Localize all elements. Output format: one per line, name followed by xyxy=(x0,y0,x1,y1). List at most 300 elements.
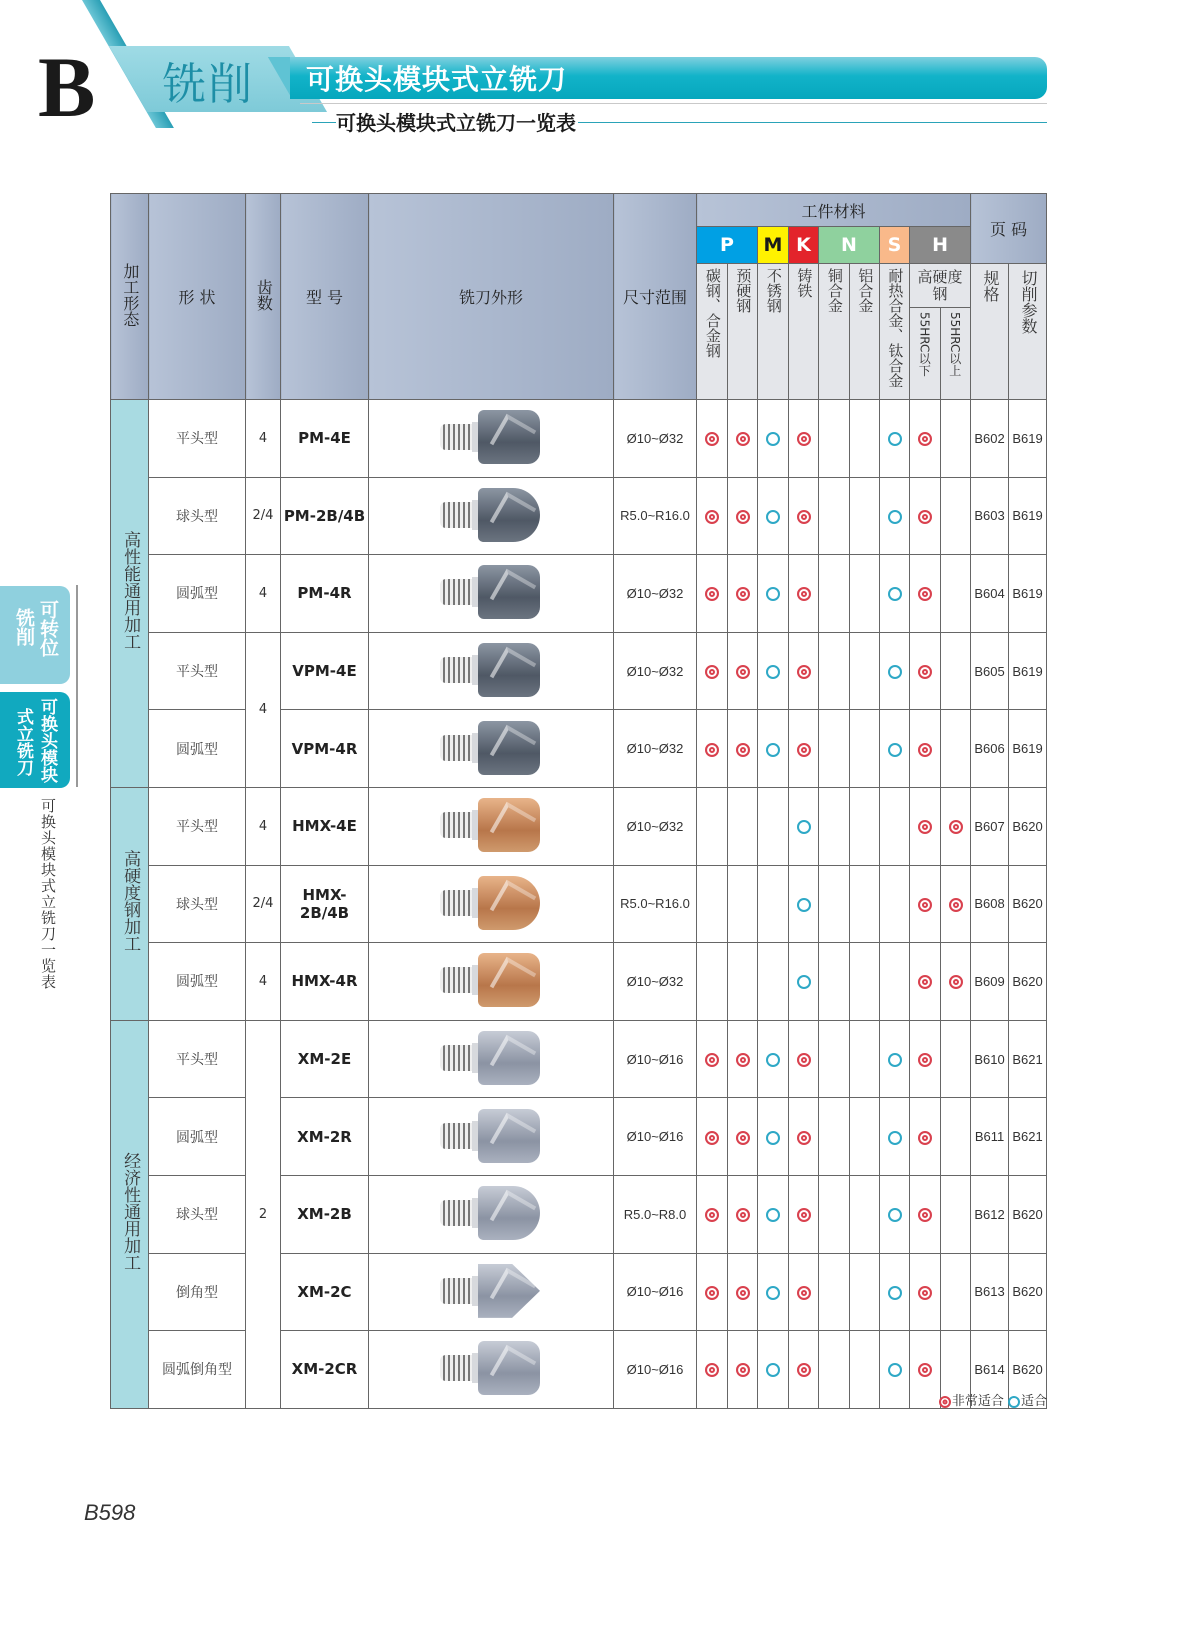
params-page-link[interactable]: B619 xyxy=(1009,400,1047,478)
legend-very-suitable: 非常适合 xyxy=(951,1394,1004,1409)
params-page-link[interactable]: B620 xyxy=(1009,1331,1047,1409)
very-suitable-icon xyxy=(918,510,932,524)
very-suitable-icon xyxy=(736,1131,750,1145)
material-suitability-cell xyxy=(758,865,789,943)
material-suitability-cell xyxy=(789,943,819,1021)
tool-image-cell xyxy=(369,787,614,865)
very-suitable-icon xyxy=(705,1053,719,1067)
very-suitable-icon xyxy=(918,743,932,757)
suitable-icon xyxy=(1008,1396,1020,1408)
very-suitable-icon xyxy=(918,1131,932,1145)
model-cell[interactable]: VPM-4R xyxy=(281,710,369,788)
very-suitable-icon xyxy=(949,898,963,912)
material-suitability-cell xyxy=(941,477,971,555)
material-col-3: 铸铁 xyxy=(789,264,819,400)
material-suitability-cell xyxy=(697,710,728,788)
tool-image-cell xyxy=(369,1098,614,1176)
model-cell[interactable]: PM-2B/4B xyxy=(281,477,369,555)
very-suitable-icon xyxy=(736,1208,750,1222)
material-class-k: K xyxy=(789,227,819,264)
material-col-5: 铝合金 xyxy=(850,264,880,400)
material-suitability-cell xyxy=(819,632,850,710)
material-suitability-cell xyxy=(758,710,789,788)
params-page-link[interactable]: B619 xyxy=(1009,710,1047,788)
spec-page-link[interactable]: B607 xyxy=(971,787,1009,865)
tool-image-cell xyxy=(369,1020,614,1098)
material-col-2: 不锈钢 xyxy=(758,264,789,400)
material-suitability-cell xyxy=(728,400,758,478)
very-suitable-icon xyxy=(918,432,932,446)
suitable-icon xyxy=(797,820,811,834)
endmill-head-image xyxy=(436,794,546,854)
table-row xyxy=(111,943,1047,1021)
material-suitability-cell xyxy=(789,555,819,633)
material-suitability-cell xyxy=(850,710,880,788)
material-suitability-cell xyxy=(819,787,850,865)
tool-image-cell xyxy=(369,1253,614,1331)
page-number: B598 xyxy=(84,1500,136,1525)
spec-page-link[interactable]: B602 xyxy=(971,400,1009,478)
material-suitability-cell xyxy=(819,1020,850,1098)
material-suitability-cell xyxy=(697,400,728,478)
material-suitability-cell xyxy=(941,1020,971,1098)
material-suitability-cell xyxy=(850,477,880,555)
material-class-n: N xyxy=(819,227,880,264)
material-suitability-cell xyxy=(880,943,910,1021)
teeth-cell: 4 xyxy=(246,787,281,865)
material-suitability-cell xyxy=(758,1253,789,1331)
material-suitability-cell xyxy=(789,400,819,478)
very-suitable-icon xyxy=(918,1208,932,1222)
material-suitability-cell xyxy=(819,1331,850,1409)
suitable-icon xyxy=(888,1363,902,1377)
material-suitability-cell xyxy=(789,632,819,710)
teeth-cell: 2/4 xyxy=(246,865,281,943)
material-suitability-cell xyxy=(758,943,789,1021)
side-tab-label: 铣削 xyxy=(13,608,35,646)
size-range-cell: R5.0~R16.0 xyxy=(614,477,697,555)
material-suitability-cell xyxy=(941,787,971,865)
material-suitability-cell xyxy=(819,865,850,943)
material-col-1: 预硬钢 xyxy=(728,264,758,400)
very-suitable-icon xyxy=(705,432,719,446)
spec-page-link[interactable]: B603 xyxy=(971,477,1009,555)
material-suitability-cell xyxy=(850,555,880,633)
tool-image-cell xyxy=(369,943,614,1021)
header-teeth: 齿数 xyxy=(246,194,281,400)
material-suitability-cell xyxy=(728,1175,758,1253)
header-size: 尺寸范围 xyxy=(614,194,697,400)
very-suitable-icon xyxy=(797,510,811,524)
spec-page-link[interactable]: B613 xyxy=(971,1253,1009,1331)
material-suitability-cell xyxy=(697,1175,728,1253)
material-suitability-cell xyxy=(728,1098,758,1176)
table-row xyxy=(111,477,1047,555)
very-suitable-icon xyxy=(918,898,932,912)
very-suitable-icon xyxy=(705,1286,719,1300)
params-page-link[interactable]: B621 xyxy=(1009,1098,1047,1176)
material-col-6: 耐热合金、钛合金 xyxy=(880,264,910,400)
spec-page-link[interactable]: B614 xyxy=(971,1331,1009,1409)
material-suitability-cell xyxy=(910,477,941,555)
material-suitability-cell xyxy=(910,1098,941,1176)
spec-page-link[interactable]: B611 xyxy=(971,1098,1009,1176)
very-suitable-icon xyxy=(797,587,811,601)
table-row xyxy=(111,865,1047,943)
material-suitability-cell xyxy=(789,1020,819,1098)
very-suitable-icon xyxy=(949,820,963,834)
page-title: 可换头模块式立铣刀 xyxy=(306,63,568,96)
shape-cell: 球头型 xyxy=(149,1175,246,1253)
endmill-head-image xyxy=(436,1260,546,1320)
spec-page-link[interactable]: B608 xyxy=(971,865,1009,943)
very-suitable-icon xyxy=(797,665,811,679)
very-suitable-icon xyxy=(939,1396,951,1408)
model-cell[interactable]: HMX-2B/4B xyxy=(281,865,369,943)
model-cell[interactable]: PM-4E xyxy=(281,400,369,478)
material-suitability-cell xyxy=(850,1331,880,1409)
model-cell[interactable]: XM-2CR xyxy=(281,1331,369,1409)
material-suitability-cell xyxy=(941,1098,971,1176)
endmill-head-image xyxy=(436,872,546,932)
material-suitability-cell xyxy=(910,943,941,1021)
very-suitable-icon xyxy=(797,743,811,757)
legend xyxy=(939,1390,1047,1409)
material-suitability-cell xyxy=(880,1175,910,1253)
material-suitability-cell xyxy=(910,1020,941,1098)
material-col-4: 铜合金 xyxy=(819,264,850,400)
material-suitability-cell xyxy=(789,1253,819,1331)
material-col-7: 55HRC以下 xyxy=(917,312,932,377)
material-suitability-cell xyxy=(910,632,941,710)
material-col-8: 55HRC以上 xyxy=(947,312,962,377)
side-tab-modular-endmill[interactable] xyxy=(0,692,70,788)
very-suitable-icon xyxy=(918,1053,932,1067)
suitable-icon xyxy=(766,743,780,757)
table-row xyxy=(111,787,1047,865)
very-suitable-icon xyxy=(736,1363,750,1377)
material-suitability-cell xyxy=(789,865,819,943)
material-suitability-cell xyxy=(910,1331,941,1409)
size-range-cell: Ø10~Ø32 xyxy=(614,632,697,710)
suitable-icon xyxy=(888,1131,902,1145)
size-range-cell: Ø10~Ø32 xyxy=(614,787,697,865)
very-suitable-icon xyxy=(918,820,932,834)
tool-image-cell xyxy=(369,710,614,788)
material-suitability-cell xyxy=(758,555,789,633)
very-suitable-icon xyxy=(705,743,719,757)
material-suitability-cell xyxy=(941,943,971,1021)
teeth-cell: 2 xyxy=(246,1020,281,1408)
shape-cell: 球头型 xyxy=(149,865,246,943)
divider xyxy=(300,103,1047,104)
tool-image-cell xyxy=(369,400,614,478)
material-suitability-cell xyxy=(758,1175,789,1253)
tool-image-cell xyxy=(369,1175,614,1253)
header-page-spec: 规格 xyxy=(971,264,1009,400)
material-class-s: S xyxy=(880,227,910,264)
very-suitable-icon xyxy=(949,975,963,989)
material-suitability-cell xyxy=(697,865,728,943)
material-suitability-cell xyxy=(697,787,728,865)
material-suitability-cell xyxy=(910,710,941,788)
tool-image-cell xyxy=(369,632,614,710)
params-page-link[interactable]: B620 xyxy=(1009,1175,1047,1253)
material-suitability-cell xyxy=(941,555,971,633)
endmill-overview-table xyxy=(110,193,1047,1409)
header-process: 加工形态 xyxy=(111,194,149,400)
params-page-link[interactable]: B619 xyxy=(1009,555,1047,633)
material-suitability-cell xyxy=(789,477,819,555)
process-group: 经济性通用加工 xyxy=(111,1020,149,1408)
material-suitability-cell xyxy=(850,1020,880,1098)
material-suitability-cell xyxy=(880,787,910,865)
teeth-cell: 4 xyxy=(246,632,281,787)
table-row xyxy=(111,1020,1047,1098)
material-suitability-cell xyxy=(910,555,941,633)
material-suitability-cell xyxy=(819,1253,850,1331)
header-model: 型 号 xyxy=(281,194,369,400)
model-cell[interactable]: XM-2C xyxy=(281,1253,369,1331)
side-tab-label: 可转位 xyxy=(37,600,59,657)
material-suitability-cell xyxy=(850,865,880,943)
model-cell[interactable]: XM-2R xyxy=(281,1098,369,1176)
material-suitability-cell xyxy=(697,1098,728,1176)
material-suitability-cell xyxy=(910,1175,941,1253)
material-suitability-cell xyxy=(850,1175,880,1253)
material-suitability-cell xyxy=(728,710,758,788)
params-page-link[interactable]: B621 xyxy=(1009,1020,1047,1098)
very-suitable-icon xyxy=(797,1208,811,1222)
model-cell[interactable]: XM-2E xyxy=(281,1020,369,1098)
teeth-cell: 4 xyxy=(246,943,281,1021)
very-suitable-icon xyxy=(736,510,750,524)
size-range-cell: Ø10~Ø16 xyxy=(614,1098,697,1176)
material-suitability-cell xyxy=(941,1175,971,1253)
shape-cell: 平头型 xyxy=(149,1020,246,1098)
material-suitability-cell xyxy=(880,1331,910,1409)
teeth-cell: 4 xyxy=(246,555,281,633)
params-page-link[interactable]: B619 xyxy=(1009,632,1047,710)
endmill-head-image xyxy=(436,639,546,699)
material-col-hardened xyxy=(910,264,971,400)
side-tab-indexable-milling[interactable] xyxy=(0,586,70,684)
tool-image-cell xyxy=(369,865,614,943)
spec-page-link[interactable]: B605 xyxy=(971,632,1009,710)
size-range-cell: Ø10~Ø16 xyxy=(614,1331,697,1409)
endmill-head-image xyxy=(436,484,546,544)
material-col-0: 碳钢、合金钢 xyxy=(697,264,728,400)
spec-page-link[interactable]: B604 xyxy=(971,555,1009,633)
material-suitability-cell xyxy=(819,1098,850,1176)
params-page-link[interactable]: B620 xyxy=(1009,787,1047,865)
size-range-cell: R5.0~R16.0 xyxy=(614,865,697,943)
model-cell[interactable]: XM-2B xyxy=(281,1175,369,1253)
very-suitable-icon xyxy=(736,587,750,601)
table-row xyxy=(111,400,1047,478)
material-suitability-cell xyxy=(941,1253,971,1331)
size-range-cell: Ø10~Ø32 xyxy=(614,710,697,788)
suitable-icon xyxy=(888,432,902,446)
material-suitability-cell xyxy=(880,1253,910,1331)
table-row xyxy=(111,632,1047,710)
material-suitability-cell xyxy=(728,477,758,555)
side-tab-label: 式立铣刀 xyxy=(13,708,33,776)
material-suitability-cell xyxy=(697,1253,728,1331)
suitable-icon xyxy=(766,432,780,446)
material-suitability-cell xyxy=(819,943,850,1021)
endmill-head-image xyxy=(436,561,546,621)
very-suitable-icon xyxy=(797,1053,811,1067)
header-page-params: 切削参数 xyxy=(1009,264,1047,400)
material-suitability-cell xyxy=(758,1020,789,1098)
material-suitability-cell xyxy=(697,1331,728,1409)
very-suitable-icon xyxy=(918,1286,932,1300)
material-suitability-cell xyxy=(728,865,758,943)
spec-page-link[interactable]: B606 xyxy=(971,710,1009,788)
very-suitable-icon xyxy=(736,432,750,446)
endmill-head-image xyxy=(436,1027,546,1087)
suitable-icon xyxy=(888,1286,902,1300)
material-suitability-cell xyxy=(850,787,880,865)
endmill-head-image xyxy=(436,949,546,1009)
material-suitability-cell xyxy=(697,943,728,1021)
very-suitable-icon xyxy=(705,510,719,524)
suitable-icon xyxy=(766,510,780,524)
side-tab-label: 可换头模块 xyxy=(37,698,57,783)
material-suitability-cell xyxy=(941,865,971,943)
material-suitability-cell xyxy=(789,1175,819,1253)
params-page-link[interactable]: B619 xyxy=(1009,477,1047,555)
very-suitable-icon xyxy=(705,665,719,679)
very-suitable-icon xyxy=(918,1363,932,1377)
size-range-cell: Ø10~Ø32 xyxy=(614,943,697,1021)
material-suitability-cell xyxy=(728,632,758,710)
material-suitability-cell xyxy=(758,787,789,865)
very-suitable-icon xyxy=(797,1286,811,1300)
material-suitability-cell xyxy=(880,865,910,943)
material-suitability-cell xyxy=(850,1098,880,1176)
very-suitable-icon xyxy=(705,1208,719,1222)
very-suitable-icon xyxy=(736,743,750,757)
shape-cell: 平头型 xyxy=(149,400,246,478)
material-suitability-cell xyxy=(819,400,850,478)
legend-suitable: 适合 xyxy=(1020,1394,1047,1409)
material-suitability-cell xyxy=(880,632,910,710)
params-page-link[interactable]: B620 xyxy=(1009,865,1047,943)
material-suitability-cell xyxy=(697,1020,728,1098)
material-suitability-cell xyxy=(728,1020,758,1098)
suitable-icon xyxy=(766,1286,780,1300)
material-suitability-cell xyxy=(850,632,880,710)
header-pages: 页 码 xyxy=(971,194,1047,264)
shape-cell: 圆弧倒角型 xyxy=(149,1331,246,1409)
header-shape: 形 状 xyxy=(149,194,246,400)
size-range-cell: Ø10~Ø32 xyxy=(614,400,697,478)
model-cell[interactable]: HMX-4R xyxy=(281,943,369,1021)
shape-cell: 倒角型 xyxy=(149,1253,246,1331)
material-suitability-cell xyxy=(941,710,971,788)
spec-page-link[interactable]: B609 xyxy=(971,943,1009,1021)
suitable-icon xyxy=(888,510,902,524)
model-cell[interactable]: VPM-4E xyxy=(281,632,369,710)
teeth-cell: 2/4 xyxy=(246,477,281,555)
material-suitability-cell xyxy=(728,1253,758,1331)
material-suitability-cell xyxy=(910,865,941,943)
suitable-icon xyxy=(888,587,902,601)
model-cell[interactable]: PM-4R xyxy=(281,555,369,633)
header-materials: 工件材料 xyxy=(697,194,971,227)
endmill-head-image xyxy=(436,406,546,466)
very-suitable-icon xyxy=(918,665,932,679)
tool-image-cell xyxy=(369,477,614,555)
material-suitability-cell xyxy=(910,400,941,478)
shape-cell: 平头型 xyxy=(149,632,246,710)
material-suitability-cell xyxy=(758,477,789,555)
suitable-icon xyxy=(797,898,811,912)
very-suitable-icon xyxy=(797,1131,811,1145)
size-range-cell: Ø10~Ø16 xyxy=(614,1020,697,1098)
material-suitability-cell xyxy=(880,477,910,555)
size-range-cell: R5.0~R8.0 xyxy=(614,1175,697,1253)
material-suitability-cell xyxy=(728,943,758,1021)
very-suitable-icon xyxy=(918,587,932,601)
endmill-head-image xyxy=(436,1337,546,1397)
material-suitability-cell xyxy=(728,555,758,633)
size-range-cell: Ø10~Ø16 xyxy=(614,1253,697,1331)
material-suitability-cell xyxy=(819,1175,850,1253)
table-row xyxy=(111,555,1047,633)
material-suitability-cell xyxy=(789,1331,819,1409)
material-suitability-cell xyxy=(789,1098,819,1176)
material-class-h: H xyxy=(910,227,971,264)
hardened-steel-label: 高硬度钢 xyxy=(910,264,970,308)
spec-page-link[interactable]: B612 xyxy=(971,1175,1009,1253)
material-class-m: M xyxy=(758,227,789,264)
teeth-cell: 4 xyxy=(246,400,281,478)
material-suitability-cell xyxy=(910,787,941,865)
section-letter: B xyxy=(38,39,96,135)
params-page-link[interactable]: B620 xyxy=(1009,943,1047,1021)
very-suitable-icon xyxy=(705,587,719,601)
suitable-icon xyxy=(766,587,780,601)
material-class-p: P xyxy=(697,227,758,264)
material-suitability-cell xyxy=(728,1331,758,1409)
suitable-icon xyxy=(888,1208,902,1222)
material-suitability-cell xyxy=(850,1253,880,1331)
very-suitable-icon xyxy=(736,1286,750,1300)
material-suitability-cell xyxy=(697,555,728,633)
material-suitability-cell xyxy=(941,632,971,710)
very-suitable-icon xyxy=(736,1053,750,1067)
category-label: 铣削 xyxy=(162,59,254,110)
material-suitability-cell xyxy=(850,400,880,478)
spec-page-link[interactable]: B610 xyxy=(971,1020,1009,1098)
shape-cell: 圆弧型 xyxy=(149,943,246,1021)
material-suitability-cell xyxy=(728,787,758,865)
very-suitable-icon xyxy=(797,1363,811,1377)
suitable-icon xyxy=(766,1363,780,1377)
params-page-link[interactable]: B620 xyxy=(1009,1253,1047,1331)
material-suitability-cell xyxy=(880,1020,910,1098)
model-cell[interactable]: HMX-4E xyxy=(281,787,369,865)
suitable-icon xyxy=(766,1131,780,1145)
very-suitable-icon xyxy=(736,665,750,679)
suitable-icon xyxy=(766,1208,780,1222)
material-suitability-cell xyxy=(819,555,850,633)
material-suitability-cell xyxy=(910,1253,941,1331)
material-suitability-cell xyxy=(880,710,910,788)
